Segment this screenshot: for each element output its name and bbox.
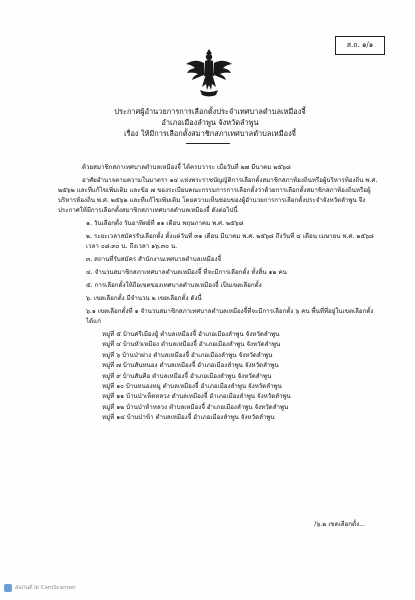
village-list <box>102 330 378 424</box>
camscanner-logo-icon <box>4 584 12 592</box>
list-item: หมู่ที่ ๑๑ บ้านป่าเห็ดหลวง ตำบลเหมืองจี้ อำเภอเมืองลำพูน จังหวัดลำพูน <box>102 393 291 401</box>
document-code-box: ส.ถ. ๑/๑ <box>335 36 385 55</box>
title-line-1: ประกาศผู้อำนวยการการเลือกตั้งประจำเทศบาลตำบลเหมืองจี้ <box>114 107 306 116</box>
scanner-watermark <box>4 584 76 592</box>
paragraph-authority: อาศัยอำนาจตามความในมาตรา ๑๔ แห่งพระราชบัญญัติการเลือกตั้งสมาชิกสภาท้องถิ่นหรือผู้บริหารท้องถิ่น พ.ศ. ๒๕๖๒ และที่แก้ไขเพิ่มเติม และข้อ ๗ ของระเบียบคณะกรรมการการเลือกตั้งว่าด้วยการเลือกตั้งสมาชิกสภาท้องถิ่นหรือผู้บริหารท้องถิ่น พ.ศ. ๒๕๖๒ และที่แก้ไขเพิ่มเติม โดยความเห็นชอบของผู้อำนวยการการเลือกตั้งประจำจังหวัดลำพูน จึงประกาศให้มีการเลือกตั้งสมาชิกสภาเทศบาลตำบลเหมืองจี้ ดังต่อไปนี้ <box>58 177 378 214</box>
title-line-3: เรื่อง ให้มีการเลือกตั้งสมาชิกสภาเทศบาลตำบลเหมืองจี้ <box>123 129 297 138</box>
list-item: หมู่ที่ ๑๒ บ้านป่าห้าหลวง ตำบลเหมืองจี้ อำเภอเมืองลำพูน จังหวัดลำพูน <box>102 403 289 411</box>
item-council-members: ๔. จำนวนสมาชิกสภาเทศบาลตำบลเหมืองจี้ ที่จะมีการเลือกตั้ง ทั้งสิ้น ๑๒ คน <box>86 269 287 276</box>
paragraph-intro: ด้วยสมาชิกสภาเทศบาลตำบลเหมืองจี้ ได้ครบวาระ เมื่อวันที่ ๒๗ มีนาคม ๒๕๖๘ <box>82 164 291 171</box>
announcement-body <box>58 163 378 424</box>
list-item: หมู่ที่ ๑๔ บ้านป่าข้า ตำบลเหมืองจี้ อำเภอเมืองลำพูน จังหวัดลำพูน <box>102 414 275 422</box>
item-constituency: ๕. การเลือกตั้งให้ถือเขตของเทศบาลตำบลเหมืองจี้ เป็นเขตเลือกตั้ง <box>86 282 262 289</box>
item-election-date: ๑. วันเลือกตั้ง วันอาทิตย์ที่ ๑๑ เดือน พฤษภาคม พ.ศ. ๒๕๖๘ <box>86 220 244 227</box>
list-item: หมู่ที่ ๙ บ้านสันคือ ตำบลเหมืองจี้ อำเภอเมืองลำพูน จังหวัดลำพูน <box>102 372 272 380</box>
list-item: หมู่ที่ ๗ บ้านสันหนอง ตำบลเหมืองจี้ อำเภอเมืองลำพูน จังหวัดลำพูน <box>102 362 279 370</box>
garuda-emblem-icon <box>183 48 235 100</box>
subitem-district-1: ๖.๑ เขตเลือกตั้งที่ ๑ จำนวนสมาชิกสภาเทศบาลตำบลเหมืองจี้ที่จะมีการเลือกตั้ง ๖ คน พื้นที่ที่อยู่ในเขตเลือกตั้ง ได้แก่ <box>86 308 374 325</box>
title-line-2: อำเภอเมืองลำพูน จังหวัดลำพูน <box>161 118 259 127</box>
list-item: หมู่ที่ ๖ บ้านป่าฝาง ตำบลเหมืองจี้ อำเภอเมืองลำพูน จังหวัดลำพูน <box>102 351 273 359</box>
list-item: หมู่ที่ ๔ บ้านหัวเหมือง ตำบลเหมืองจี้ อำเภอเมืองลำพูน จังหวัดลำพูน <box>102 341 281 349</box>
scanner-label: สแกนด้วย CamScanner <box>15 585 76 591</box>
title-divider <box>186 143 230 144</box>
continuation-note: /๖.๒ เขตเลือกตั้ง... <box>314 521 365 528</box>
list-item: หมู่ที่ ๕ บ้านศรีเมืองยู้ ตำบลเหมืองจี้ อำเภอเมืองลำพูน จังหวัดลำพูน <box>102 331 280 338</box>
item-application-place: ๓. สถานที่รับสมัคร สำนักงานเทศบาลตำบลเหมืองจี้ <box>86 256 222 263</box>
item-districts: ๖. เขตเลือกตั้ง มีจำนวน ๒ เขตเลือกตั้ง ดังนี้ <box>86 295 202 302</box>
announcement-title <box>60 106 360 139</box>
item-application-period: ๒. ระยะเวลาสมัครรับเลือกตั้ง ตั้งแต่วันที่ ๓๑ เดือน มีนาคม พ.ศ. ๒๕๖๘ ถึงวันที่ ๔ เดือน เมษายน พ.ศ. ๒๕๖๘ เวลา ๐๘.๓๐ น. ถึงเวลา ๑๖.๓๐ น. <box>86 233 374 250</box>
list-item: หมู่ที่ ๑๐ บ้านหนองหมู ตำบลเหมืองจี้ อำเภอเมืองลำพูน จังหวัดลำพูน <box>102 383 282 391</box>
